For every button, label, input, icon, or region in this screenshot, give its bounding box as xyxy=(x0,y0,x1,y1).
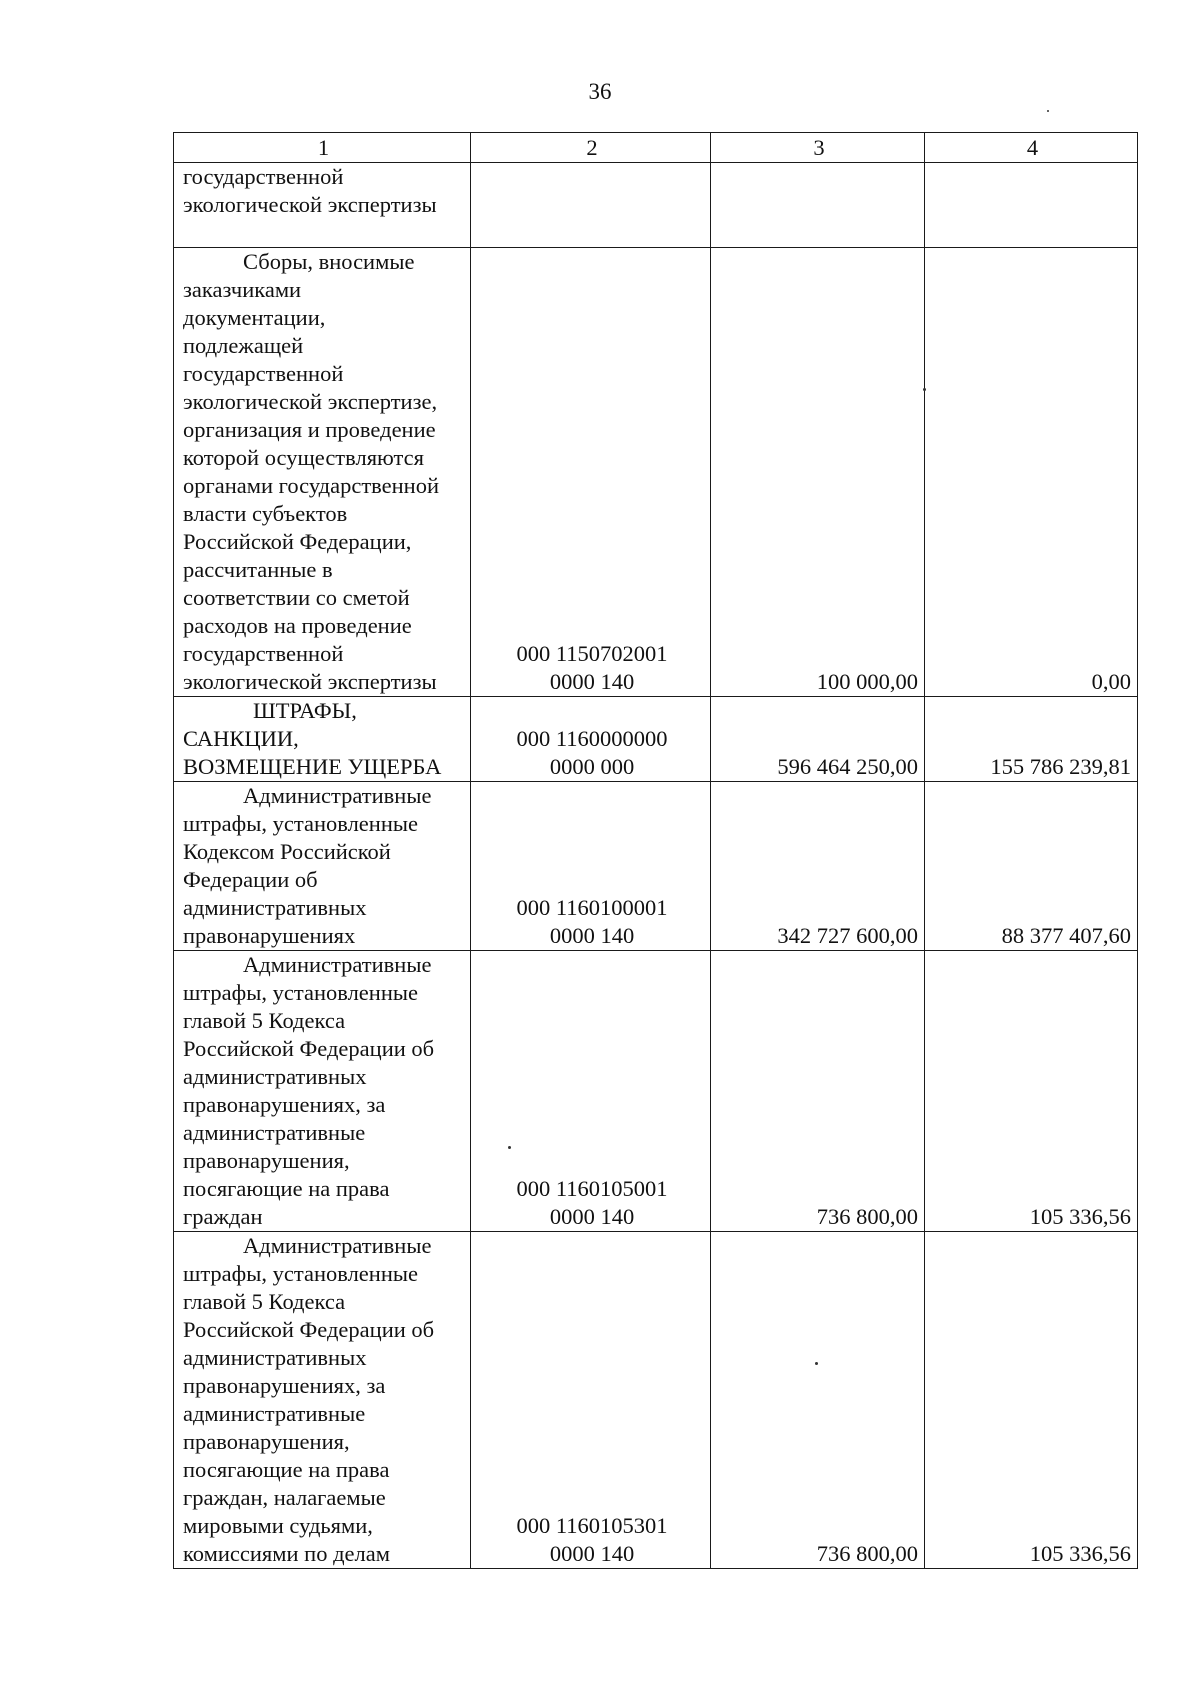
row-name-first-line: Административные xyxy=(243,1233,432,1258)
row-executed xyxy=(925,163,1138,248)
header-row xyxy=(174,133,1138,163)
row-executed: 0,00 xyxy=(925,248,1138,697)
table-row xyxy=(174,163,1138,248)
row-name: штрафы, установленные главой 5 Кодекса Российской Федерации об административных правонарушениях, за административные правонарушения, посягающие на права граждан xyxy=(183,980,435,1229)
row-name: штрафы, установленные главой 5 Кодекса Российской Федерации об административных правонарушениях, за административные правонарушения, посягающие на права граждан, налагаемые мировыми судьями, комиссиями по делам xyxy=(183,1261,435,1566)
row-name-first-line: Сборы, вносимые xyxy=(243,249,415,274)
row-name-cell xyxy=(174,248,471,697)
row-plan: 736 800,00 xyxy=(711,951,925,1232)
scan-speck xyxy=(1047,110,1049,112)
row-executed: 155 786 239,81 xyxy=(925,697,1138,782)
row-executed: 88 377 407,60 xyxy=(925,782,1138,951)
table-row xyxy=(174,248,1138,697)
row-code: 000 1160100001 0000 140 xyxy=(471,782,711,951)
row-plan: 596 464 250,00 xyxy=(711,697,925,782)
row-name-first-line: Административные xyxy=(243,952,432,977)
row-name-cell xyxy=(174,697,471,782)
row-name-cell xyxy=(174,782,471,951)
scan-speck xyxy=(923,388,926,391)
row-name-cell xyxy=(174,1232,471,1569)
row-code: 000 1150702001 0000 140 xyxy=(471,248,711,697)
row-plan: 342 727 600,00 xyxy=(711,782,925,951)
table-row xyxy=(174,782,1138,951)
row-name: САНКЦИИ, ВОЗМЕЩЕНИЕ УЩЕРБА xyxy=(183,726,442,779)
scan-speck xyxy=(508,1146,511,1149)
row-name-first-line: Административные xyxy=(243,783,432,808)
column-header-1: 1 xyxy=(174,133,471,163)
row-plan: 100 000,00 xyxy=(711,248,925,697)
row-name-cell xyxy=(174,951,471,1232)
row-name: штрафы, установленные Кодексом Российской Федерации об административных правонарушениях xyxy=(183,811,418,948)
scan-speck xyxy=(815,1362,818,1365)
column-header-3: 3 xyxy=(711,133,925,163)
row-name: государственной экологической экспертизы xyxy=(183,164,437,217)
column-header-2: 2 xyxy=(471,133,711,163)
page-number: 36 xyxy=(588,79,612,104)
row-code: 000 1160000000 0000 000 xyxy=(471,697,711,782)
row-plan xyxy=(711,163,925,248)
row-executed: 105 336,56 xyxy=(925,951,1138,1232)
row-code: 000 1160105001 0000 140 xyxy=(471,951,711,1232)
row-name-cell xyxy=(174,163,471,248)
column-header-4: 4 xyxy=(925,133,1138,163)
table-row xyxy=(174,697,1138,782)
row-executed: 105 336,56 xyxy=(925,1232,1138,1569)
table-row xyxy=(174,951,1138,1232)
budget-table xyxy=(173,132,1138,1569)
table-row xyxy=(174,1232,1138,1569)
row-plan: 736 800,00 xyxy=(711,1232,925,1569)
row-code xyxy=(471,163,711,248)
row-code: 000 1160105301 0000 140 xyxy=(471,1232,711,1569)
row-name-first-line: ШТРАФЫ, xyxy=(253,698,357,723)
row-name: заказчиками документации, подлежащей государственной экологической экспертизе, организация и проведение которой осуществляются органами государственной власти субъектов Российской Федерации, рассчитанные в соответствии со сметой расходов на проведение государственной экологической экспертизы xyxy=(183,277,440,694)
